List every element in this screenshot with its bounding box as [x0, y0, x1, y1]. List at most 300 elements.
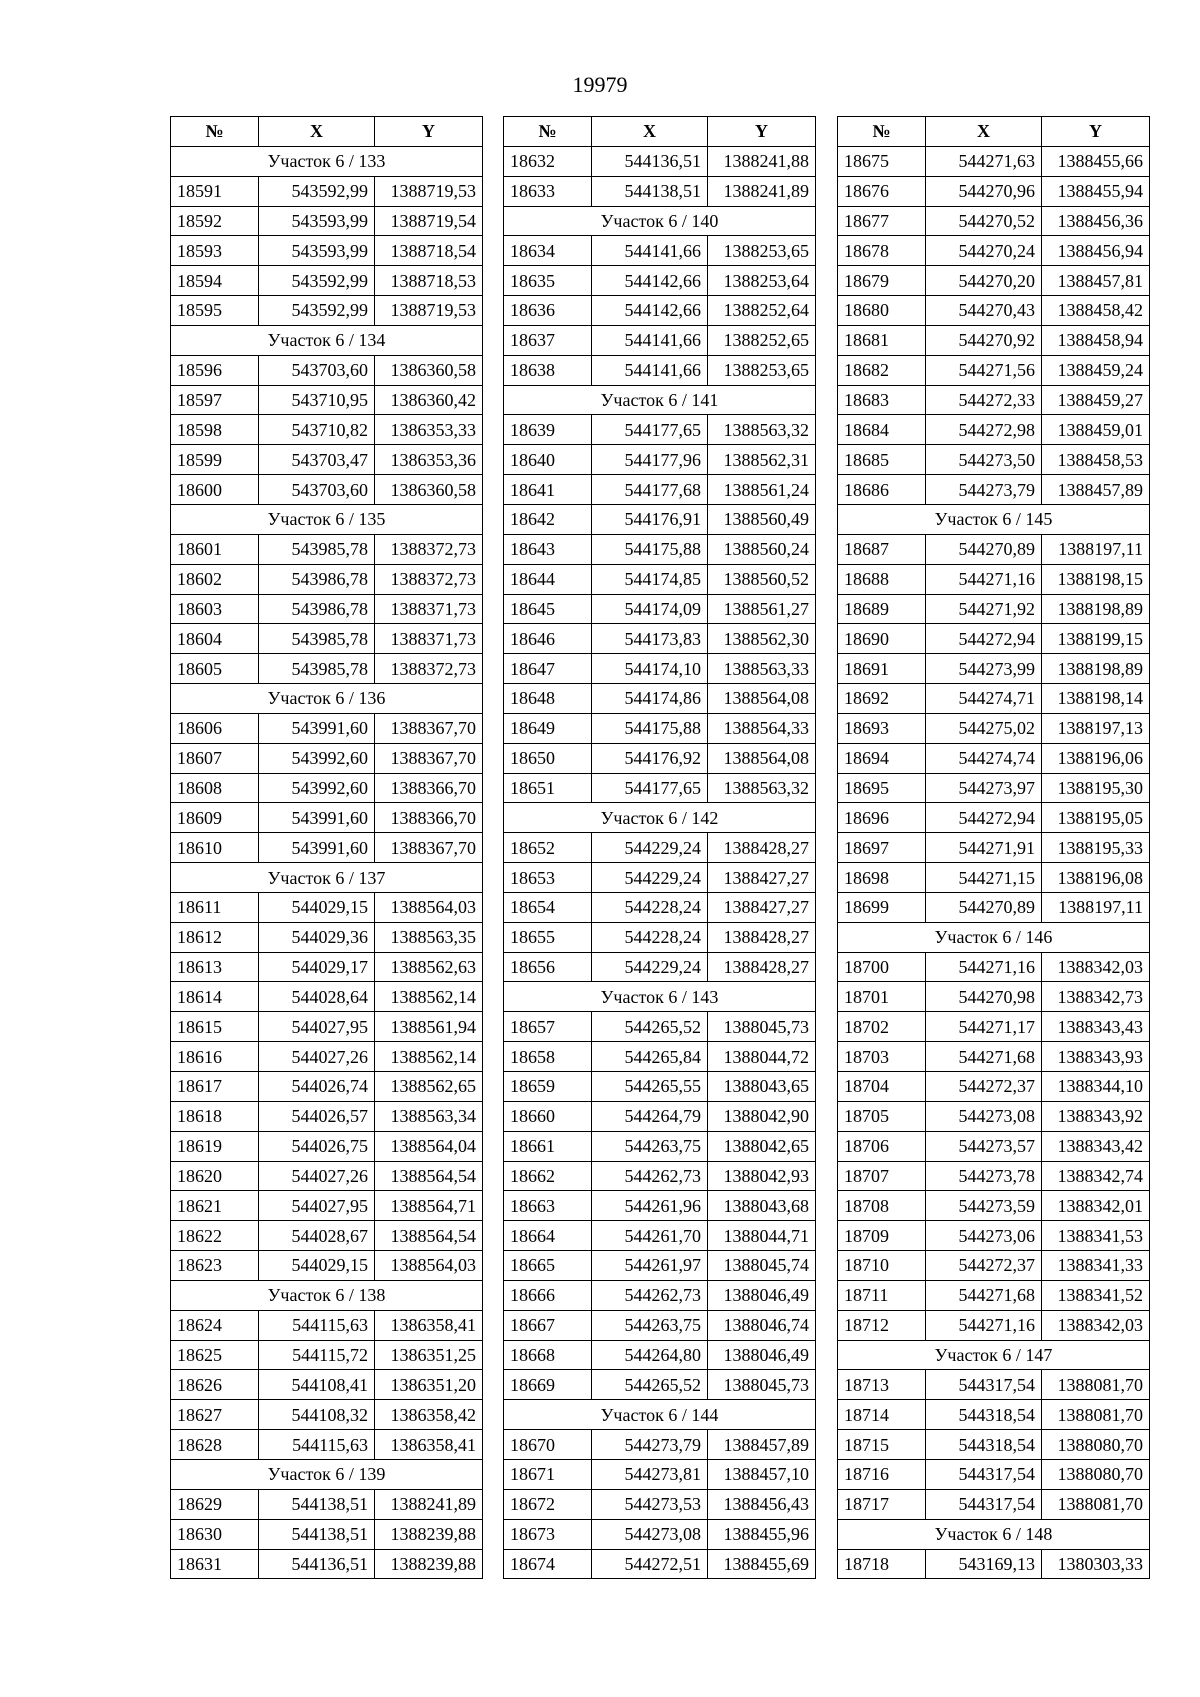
x-coordinate: 543703,60 [259, 475, 375, 505]
x-coordinate: 544028,67 [259, 1221, 375, 1251]
point-number: 18615 [171, 1012, 259, 1042]
table-row [171, 176, 483, 206]
x-coordinate: 544273,78 [926, 1161, 1042, 1191]
y-coordinate: 1388342,73 [1042, 982, 1150, 1012]
x-coordinate: 543592,99 [259, 296, 375, 326]
point-number: 18604 [171, 624, 259, 654]
table-row [838, 1310, 1150, 1340]
y-coordinate: 1388342,03 [1042, 1310, 1150, 1340]
y-coordinate: 1388366,70 [375, 803, 483, 833]
x-coordinate: 544265,52 [592, 1012, 708, 1042]
x-coordinate: 544273,53 [592, 1489, 708, 1519]
x-coordinate: 544273,57 [926, 1131, 1042, 1161]
y-coordinate: 1388343,43 [1042, 1012, 1150, 1042]
table-row [504, 1251, 816, 1281]
table-row [171, 1191, 483, 1221]
point-number: 18693 [838, 713, 926, 743]
point-number: 18700 [838, 952, 926, 982]
y-coordinate: 1388457,89 [708, 1430, 816, 1460]
y-coordinate: 1388372,73 [375, 564, 483, 594]
table-row [504, 624, 816, 654]
table-row [838, 1459, 1150, 1489]
point-number: 18632 [504, 146, 592, 176]
table-row [504, 743, 816, 773]
table-row [838, 355, 1150, 385]
x-coordinate: 543992,60 [259, 773, 375, 803]
point-number: 18612 [171, 922, 259, 952]
table-row [504, 1042, 816, 1072]
x-coordinate: 544264,79 [592, 1101, 708, 1131]
table-row [171, 773, 483, 803]
table-row [171, 266, 483, 296]
point-number: 18664 [504, 1221, 592, 1251]
y-coordinate: 1388241,89 [375, 1489, 483, 1519]
point-number: 18625 [171, 1340, 259, 1370]
section-title: Участок 6 / 144 [504, 1400, 816, 1430]
x-coordinate: 544029,15 [259, 892, 375, 922]
y-coordinate: 1388457,81 [1042, 266, 1150, 296]
section-title: Участок 6 / 135 [171, 504, 483, 534]
point-number: 18637 [504, 325, 592, 355]
point-number: 18685 [838, 445, 926, 475]
point-number: 18692 [838, 684, 926, 714]
point-number: 18614 [171, 982, 259, 1012]
table-row [171, 594, 483, 624]
y-coordinate: 1388195,05 [1042, 803, 1150, 833]
x-coordinate: 543986,78 [259, 564, 375, 594]
point-number: 18595 [171, 296, 259, 326]
x-coordinate: 544271,16 [926, 952, 1042, 982]
table-row [838, 385, 1150, 415]
table-row [171, 713, 483, 743]
y-coordinate: 1388564,71 [375, 1191, 483, 1221]
table-row [504, 1310, 816, 1340]
y-coordinate: 1388564,08 [708, 743, 816, 773]
x-coordinate: 544270,92 [926, 325, 1042, 355]
x-coordinate: 544173,83 [592, 624, 708, 654]
x-coordinate: 544273,79 [592, 1430, 708, 1460]
point-number: 18649 [504, 713, 592, 743]
x-coordinate: 544318,54 [926, 1400, 1042, 1430]
point-number: 18643 [504, 534, 592, 564]
table-row [171, 1519, 483, 1549]
x-coordinate: 544318,54 [926, 1430, 1042, 1460]
y-coordinate: 1388046,49 [708, 1280, 816, 1310]
point-number: 18678 [838, 236, 926, 266]
x-coordinate: 544270,98 [926, 982, 1042, 1012]
y-coordinate: 1386351,25 [375, 1340, 483, 1370]
table-row [504, 713, 816, 743]
y-coordinate: 1388562,30 [708, 624, 816, 654]
x-coordinate: 544261,97 [592, 1251, 708, 1281]
table-header-row [504, 117, 816, 147]
y-coordinate: 1388564,54 [375, 1161, 483, 1191]
table-row [171, 892, 483, 922]
y-coordinate: 1388456,43 [708, 1489, 816, 1519]
table-row [838, 534, 1150, 564]
y-coordinate: 1388564,04 [375, 1131, 483, 1161]
table-row [504, 654, 816, 684]
table-row [838, 594, 1150, 624]
point-number: 18624 [171, 1310, 259, 1340]
x-coordinate: 544174,86 [592, 684, 708, 714]
x-coordinate: 544174,10 [592, 654, 708, 684]
x-coordinate: 544272,37 [926, 1072, 1042, 1102]
y-coordinate: 1388458,94 [1042, 325, 1150, 355]
x-coordinate: 544026,74 [259, 1072, 375, 1102]
point-number: 18661 [504, 1131, 592, 1161]
y-coordinate: 1388564,33 [708, 713, 816, 743]
table-row [838, 713, 1150, 743]
table-row [171, 1161, 483, 1191]
x-coordinate: 544115,72 [259, 1340, 375, 1370]
table-row [171, 1131, 483, 1161]
section-title: Участок 6 / 147 [838, 1340, 1150, 1370]
table-row [504, 1221, 816, 1251]
point-number: 18605 [171, 654, 259, 684]
section-title: Участок 6 / 141 [504, 385, 816, 415]
table-row [504, 1101, 816, 1131]
y-coordinate: 1388564,08 [708, 684, 816, 714]
y-coordinate: 1388563,33 [708, 654, 816, 684]
point-number: 18647 [504, 654, 592, 684]
point-number: 18617 [171, 1072, 259, 1102]
point-number: 18638 [504, 355, 592, 385]
y-coordinate: 1388196,08 [1042, 863, 1150, 893]
table-row [504, 1131, 816, 1161]
section-title: Участок 6 / 138 [171, 1280, 483, 1310]
x-coordinate: 544273,08 [592, 1519, 708, 1549]
x-coordinate: 544027,26 [259, 1042, 375, 1072]
point-number: 18601 [171, 534, 259, 564]
table-row [838, 176, 1150, 206]
point-number: 18687 [838, 534, 926, 564]
table-row [838, 266, 1150, 296]
point-number: 18652 [504, 833, 592, 863]
table-row [504, 504, 816, 534]
point-number: 18635 [504, 266, 592, 296]
table-row [504, 1489, 816, 1519]
y-coordinate: 1388044,72 [708, 1042, 816, 1072]
point-number: 18655 [504, 922, 592, 952]
table-row [171, 1101, 483, 1131]
point-number: 18613 [171, 952, 259, 982]
coordinates-table-3 [837, 116, 1150, 1579]
point-number: 18598 [171, 415, 259, 445]
x-coordinate: 543592,99 [259, 266, 375, 296]
y-coordinate: 1388081,70 [1042, 1400, 1150, 1430]
y-coordinate: 1388719,53 [375, 296, 483, 326]
table-row [504, 1519, 816, 1549]
x-coordinate: 543710,95 [259, 385, 375, 415]
point-number: 18680 [838, 296, 926, 326]
table-row [838, 1042, 1150, 1072]
section-row [838, 504, 1150, 534]
point-number: 18712 [838, 1310, 926, 1340]
table-row [504, 1459, 816, 1489]
point-number: 18619 [171, 1131, 259, 1161]
y-coordinate: 1388564,03 [375, 1251, 483, 1281]
point-number: 18689 [838, 594, 926, 624]
point-number: 18691 [838, 654, 926, 684]
point-number: 18645 [504, 594, 592, 624]
table-row [171, 803, 483, 833]
section-title: Участок 6 / 139 [171, 1459, 483, 1489]
table-row [171, 296, 483, 326]
x-coordinate: 544317,54 [926, 1370, 1042, 1400]
y-coordinate: 1388719,54 [375, 206, 483, 236]
point-number: 18630 [171, 1519, 259, 1549]
y-coordinate: 1388458,53 [1042, 445, 1150, 475]
x-coordinate: 544265,55 [592, 1072, 708, 1102]
x-coordinate: 544271,16 [926, 564, 1042, 594]
section-title: Участок 6 / 146 [838, 922, 1150, 952]
x-coordinate: 544270,96 [926, 176, 1042, 206]
x-coordinate: 544174,09 [592, 594, 708, 624]
y-coordinate: 1388080,70 [1042, 1430, 1150, 1460]
table-row [171, 1012, 483, 1042]
y-coordinate: 1388239,88 [375, 1549, 483, 1579]
x-coordinate: 544273,06 [926, 1221, 1042, 1251]
x-coordinate: 543593,99 [259, 236, 375, 266]
x-coordinate: 544027,26 [259, 1161, 375, 1191]
table-row [838, 863, 1150, 893]
x-coordinate: 544272,94 [926, 624, 1042, 654]
point-number: 18629 [171, 1489, 259, 1519]
number-header: № [838, 117, 926, 147]
table-row [838, 1430, 1150, 1460]
table-row [171, 743, 483, 773]
table-row [504, 1072, 816, 1102]
y-coordinate: 1388564,03 [375, 892, 483, 922]
table-row [171, 952, 483, 982]
point-number: 18609 [171, 803, 259, 833]
point-number: 18684 [838, 415, 926, 445]
point-number: 18640 [504, 445, 592, 475]
point-number: 18623 [171, 1251, 259, 1281]
y-coordinate: 1388561,24 [708, 475, 816, 505]
table-row [838, 1191, 1150, 1221]
y-coordinate: 1388371,73 [375, 594, 483, 624]
x-coordinate: 544271,16 [926, 1310, 1042, 1340]
table-row [838, 1221, 1150, 1251]
table-row [171, 385, 483, 415]
x-coordinate: 544261,70 [592, 1221, 708, 1251]
y-coordinate: 1388562,14 [375, 982, 483, 1012]
table-row [504, 146, 816, 176]
x-coordinate: 544261,96 [592, 1191, 708, 1221]
y-coordinate: 1388456,94 [1042, 236, 1150, 266]
x-coordinate: 544176,91 [592, 504, 708, 534]
x-coordinate: 543593,99 [259, 206, 375, 236]
table-row [504, 594, 816, 624]
table-row [171, 1072, 483, 1102]
point-number: 18627 [171, 1400, 259, 1430]
point-number: 18686 [838, 475, 926, 505]
table-row [838, 296, 1150, 326]
x-coordinate: 544317,54 [926, 1459, 1042, 1489]
section-row [838, 1519, 1150, 1549]
table-row [504, 445, 816, 475]
point-number: 18698 [838, 863, 926, 893]
x-coordinate: 544271,91 [926, 833, 1042, 863]
table-row [171, 445, 483, 475]
x-coordinate: 544270,43 [926, 296, 1042, 326]
section-row [171, 1459, 483, 1489]
x-coordinate: 543986,78 [259, 594, 375, 624]
x-coordinate: 544271,63 [926, 146, 1042, 176]
x-coordinate: 544272,33 [926, 385, 1042, 415]
point-number: 18659 [504, 1072, 592, 1102]
x-coordinate: 544142,66 [592, 266, 708, 296]
point-number: 18703 [838, 1042, 926, 1072]
x-coordinate: 543169,13 [926, 1549, 1042, 1579]
y-coordinate: 1388459,24 [1042, 355, 1150, 385]
x-coordinate: 544270,89 [926, 892, 1042, 922]
point-number: 18707 [838, 1161, 926, 1191]
point-number: 18646 [504, 624, 592, 654]
table-row [504, 564, 816, 594]
point-number: 18716 [838, 1459, 926, 1489]
point-number: 18676 [838, 176, 926, 206]
y-coordinate: 1388560,24 [708, 534, 816, 564]
y-coordinate: 1388252,64 [708, 296, 816, 326]
section-row [504, 385, 816, 415]
table-row [838, 684, 1150, 714]
point-number: 18677 [838, 206, 926, 236]
y-coordinate: 1388045,73 [708, 1370, 816, 1400]
table-row [838, 982, 1150, 1012]
table-row [504, 475, 816, 505]
y-coordinate: 1388045,74 [708, 1251, 816, 1281]
y-coordinate: 1388718,53 [375, 266, 483, 296]
y-coordinate: 1388196,06 [1042, 743, 1150, 773]
table-row [171, 415, 483, 445]
table-row [504, 684, 816, 714]
point-number: 18654 [504, 892, 592, 922]
x-coordinate: 544229,24 [592, 863, 708, 893]
x-coordinate: 544229,24 [592, 952, 708, 982]
section-title: Участок 6 / 136 [171, 684, 483, 714]
x-coordinate: 544108,32 [259, 1400, 375, 1430]
y-coordinate: 1388562,31 [708, 445, 816, 475]
point-number: 18656 [504, 952, 592, 982]
x-coordinate: 544177,65 [592, 773, 708, 803]
x-coordinate: 544273,97 [926, 773, 1042, 803]
point-number: 18674 [504, 1549, 592, 1579]
point-number: 18592 [171, 206, 259, 236]
point-number: 18600 [171, 475, 259, 505]
table-row [838, 1012, 1150, 1042]
point-number: 18603 [171, 594, 259, 624]
x-coordinate: 544270,89 [926, 534, 1042, 564]
table-row [838, 1072, 1150, 1102]
point-number: 18641 [504, 475, 592, 505]
x-coordinate: 544026,57 [259, 1101, 375, 1131]
table-row [838, 206, 1150, 236]
x-coordinate: 544273,59 [926, 1191, 1042, 1221]
point-number: 18594 [171, 266, 259, 296]
table-row [171, 1251, 483, 1281]
y-header: Y [375, 117, 483, 147]
table-row [504, 1340, 816, 1370]
point-number: 18597 [171, 385, 259, 415]
point-number: 18706 [838, 1131, 926, 1161]
table-row [838, 1549, 1150, 1579]
x-coordinate: 544177,65 [592, 415, 708, 445]
table-row [504, 415, 816, 445]
y-coordinate: 1388456,36 [1042, 206, 1150, 236]
x-coordinate: 544027,95 [259, 1191, 375, 1221]
point-number: 18697 [838, 833, 926, 863]
y-coordinate: 1388455,96 [708, 1519, 816, 1549]
y-coordinate: 1386358,41 [375, 1310, 483, 1340]
table-row [171, 236, 483, 266]
y-coordinate: 1388197,11 [1042, 534, 1150, 564]
point-number: 18717 [838, 1489, 926, 1519]
section-row [171, 1280, 483, 1310]
x-coordinate: 544263,75 [592, 1310, 708, 1340]
table-row [504, 833, 816, 863]
y-coordinate: 1388719,53 [375, 176, 483, 206]
y-coordinate: 1388042,90 [708, 1101, 816, 1131]
table-row [838, 415, 1150, 445]
x-coordinate: 544136,51 [592, 146, 708, 176]
table-row [504, 325, 816, 355]
point-number: 18669 [504, 1370, 592, 1400]
section-row [171, 325, 483, 355]
y-coordinate: 1388457,89 [1042, 475, 1150, 505]
table-row [504, 922, 816, 952]
x-coordinate: 544263,75 [592, 1131, 708, 1161]
x-coordinate: 544115,63 [259, 1310, 375, 1340]
y-coordinate: 1388253,64 [708, 266, 816, 296]
table-row [504, 176, 816, 206]
point-number: 18607 [171, 743, 259, 773]
y-coordinate: 1388428,27 [708, 922, 816, 952]
table-row [838, 564, 1150, 594]
table-row [504, 892, 816, 922]
y-coordinate: 1388561,94 [375, 1012, 483, 1042]
x-coordinate: 543991,60 [259, 833, 375, 863]
number-header: № [504, 117, 592, 147]
point-number: 18708 [838, 1191, 926, 1221]
x-coordinate: 543703,47 [259, 445, 375, 475]
x-coordinate: 544141,66 [592, 325, 708, 355]
x-coordinate: 543985,78 [259, 624, 375, 654]
table-row [504, 1430, 816, 1460]
point-number: 18672 [504, 1489, 592, 1519]
table-row [171, 1042, 483, 1072]
x-coordinate: 544271,68 [926, 1280, 1042, 1310]
table-row [838, 1251, 1150, 1281]
y-coordinate: 1388045,73 [708, 1012, 816, 1042]
y-coordinate: 1388197,11 [1042, 892, 1150, 922]
y-coordinate: 1388367,70 [375, 743, 483, 773]
x-coordinate: 544273,08 [926, 1101, 1042, 1131]
y-coordinate: 1388044,71 [708, 1221, 816, 1251]
table-row [171, 534, 483, 564]
point-number: 18666 [504, 1280, 592, 1310]
y-coordinate: 1388458,42 [1042, 296, 1150, 326]
point-number: 18660 [504, 1101, 592, 1131]
x-coordinate: 544272,51 [592, 1549, 708, 1579]
y-coordinate: 1388199,15 [1042, 624, 1150, 654]
table-row [838, 1280, 1150, 1310]
y-header: Y [1042, 117, 1150, 147]
section-row [504, 206, 816, 236]
x-coordinate: 544317,54 [926, 1489, 1042, 1519]
